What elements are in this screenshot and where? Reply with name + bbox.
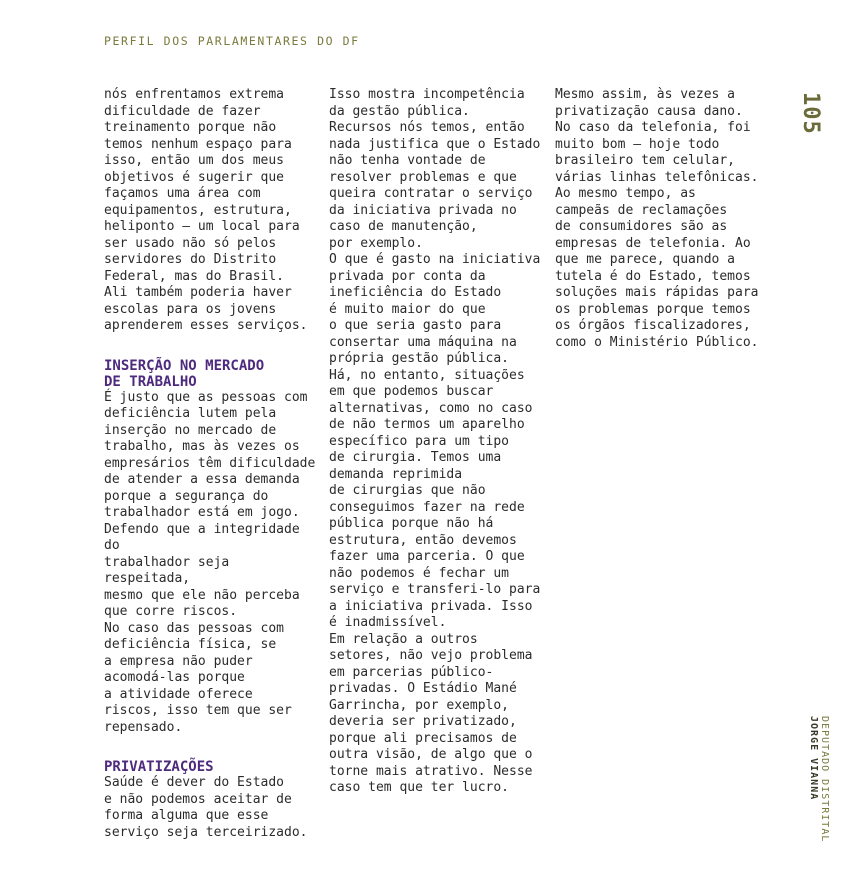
column-2-paragraph: Isso mostra incompetência da gestão pública. Recursos nós temos, então nada justifica que o Estado não tenha vontade de resolver problemas e que queira contratar o serviço da iniciativa privada no caso de manutenção, por exemplo. O que é gasto na iniciativa privada por conta da ineficiência do Estado é muito maior do que o que seria gasto para consertar uma máquina na própria gestão pública. Há, no entanto, situações em que podemos buscar alternativas, como no caso de não termos um aparelho específico para um tipo de cirurgia. Temos uma demanda reprimida de cirurgias que não conseguimos fazer na rede pública porque não há estrutura, então devemos fazer uma parceria. O que não podemos é fechar um serviço e transferi-lo para a iniciativa privada. Isso é inadmissível. Em relação a outros setores, não vejo problema em parcerias público- privadas. O Estádio Mané Garrincha, por exemplo, deveria ser privatizado, porque ali precisamos de outra visão, de algo que o torne mais atrativo. Nesse caso tem que ter lucro.: [329, 87, 541, 795]
text-column-2: [329, 87, 543, 797]
section-heading-insercao: INSERÇÃO NO MERCADO DE TRABALHO: [104, 357, 265, 390]
insercao-paragraph: É justo que as pessoas com deficiência lutem pela inserção no mercado de trabalho, mas às vezes os empresários têm dificuldade de atender a essa demanda porque a segurança do trabalhador está em jogo. Defendo que a integridade do trabalhador seja respeitada, mesmo que ele não perceba que corre riscos. No caso das pessoas com deficiência física, se a empresa não puder acomodá-las porque a atividade oferece riscos, isso tem que ser repensado.: [104, 389, 316, 735]
running-head: PERFIL DOS PARLAMENTARES DO DF: [104, 34, 360, 48]
section-heading-privatizacoes: PRIVATIZAÇÕES: [104, 759, 214, 775]
page-number: 105: [798, 92, 823, 135]
intro-paragraph: nós enfrentamos extrema dificuldade de fazer treinamento porque não temos nenhum espaço para isso, então um dos meus objetivos é sugerir que façamos uma área com equipamentos, estrutura, heliponto — um local para ser usado não só pelos servidores do Distrito Federal, mas do Brasil. Ali também poderia haver escolas para os jovens aprenderem esses serviços.: [104, 87, 308, 333]
vertical-sidebar-label: [808, 716, 830, 842]
text-column-3: [555, 87, 769, 351]
sidebar-name: JORGE VIANNA: [808, 716, 819, 801]
text-column-1: [104, 87, 316, 841]
sidebar-role: DEPUTADO DISTRITAL: [819, 716, 830, 843]
column-3-paragraph: Mesmo assim, às vezes a privatização causa dano. No caso da telefonia, foi muito bom — hoje todo brasileiro tem celular, várias linhas telefônicas. Ao mesmo tempo, as campeãs de reclamações de consumidores são as empresas de telefonia. Ao que me parece, quando a tutela é do Estado, temos soluções mais rápidas para os problemas porque temos os órgãos fiscalizadores, como o Ministério Público.: [555, 87, 759, 350]
privatizacoes-paragraph: Saúde é dever do Estado e não podemos aceitar de forma alguma que esse serviço seja terceirizado.: [104, 775, 308, 840]
